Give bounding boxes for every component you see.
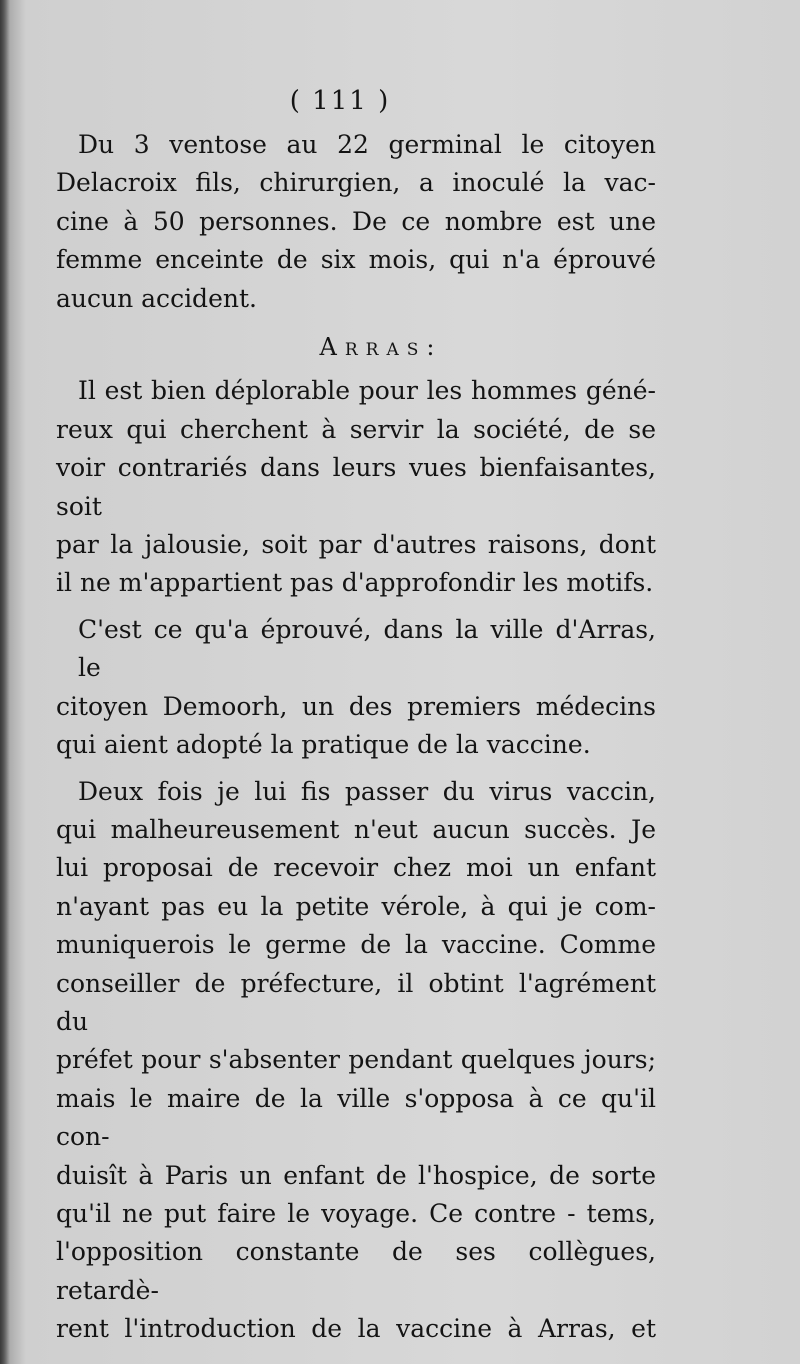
text-line: qui aient adopté la pratique de la vaccine. xyxy=(56,730,591,760)
text-line: voir contrariés dans leurs vues bienfaisantes, soit xyxy=(56,453,656,521)
text-line: duisît à Paris un enfant de l'hospice, de sorte xyxy=(56,1160,656,1190)
text-line: reux qui cherchent à servir la société, de se xyxy=(56,414,656,444)
text-line: qu'il ne put faire le voyage. Ce contre - tems, xyxy=(56,1198,656,1228)
text-line: qui malheureusement n'eut aucun succès. Je xyxy=(56,814,656,844)
paragraph-delacroix xyxy=(56,126,656,318)
page-edge-shadow xyxy=(0,0,10,1364)
text-line: muniquerois le germe de la vaccine. Comme xyxy=(56,930,656,960)
paragraph-deplorable xyxy=(56,372,656,602)
section-heading: Arras: xyxy=(319,333,443,362)
text-line: citoyen Demoorh, un des premiers médecins xyxy=(56,691,656,721)
text-line: conseiller de préfecture, il obtint l'agrément du xyxy=(56,968,656,1036)
text-line: C'est ce qu'a éprouvé, dans la ville d'Arras, le xyxy=(78,614,656,683)
text-line: Du 3 ventose au 22 germinal le citoyen xyxy=(78,130,656,159)
page-number: ( 111 ) xyxy=(289,86,391,116)
text-line: mais le maire de la ville s'opposa à ce qu'il con- xyxy=(56,1083,656,1152)
text-line: il ne m'appartient pas d'approfondir les motifs. xyxy=(56,568,654,598)
text-line: par la jalousie, soit par d'autres raisons, dont xyxy=(56,530,656,560)
text-line: n'ayant pas eu la petite vérole, à qui je com- xyxy=(56,891,656,921)
paragraph-deux-fois xyxy=(56,773,656,1349)
text-line: lui proposai de recevoir chez moi un enfant xyxy=(56,853,656,883)
text-line: aucun accident. xyxy=(56,283,257,313)
text-line: Il est bien déplorable pour les hommes géné- xyxy=(78,376,656,406)
text-line: rent l'introduction de la vaccine à Arras, et xyxy=(56,1314,656,1344)
text-line: femme enceinte de six mois, qui n'a éprouvé xyxy=(56,245,656,275)
paragraph-demoorh xyxy=(56,611,656,765)
text-line: préfet pour s'absenter pendant quelques jours; xyxy=(56,1045,656,1075)
text-line: Deux fois je lui fis passer du virus vaccin, xyxy=(78,776,656,806)
text-line: l'opposition constante de ses collègues, retardè- xyxy=(56,1237,656,1305)
body-text xyxy=(56,126,656,1349)
text-line: Delacroix fils, chirurgien, a inoculé la vac- xyxy=(56,168,656,198)
text-line: cine à 50 personnes. De ce nombre est une xyxy=(56,206,656,236)
